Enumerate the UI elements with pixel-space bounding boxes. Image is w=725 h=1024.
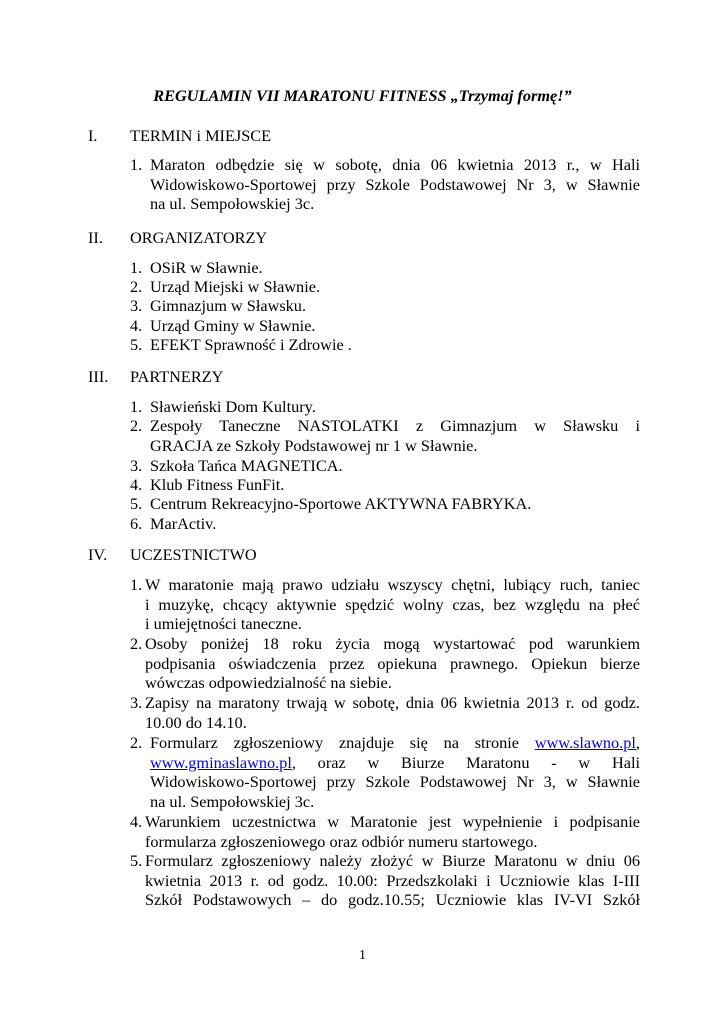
section-label: TERMIN i MIEJSCE [130, 126, 272, 145]
item-number: 2. [130, 634, 143, 653]
list-item [130, 155, 640, 214]
list-item [130, 575, 640, 634]
list-item [130, 258, 640, 278]
item-number: 4. [130, 475, 143, 494]
item-number: 2. [130, 416, 143, 435]
item-text: Gimnazjum w Sławsku. [150, 296, 307, 315]
item-text: i muzykę, chcący aktywnie spędzić wolny czas, bez względu na płeć [145, 594, 640, 614]
section-heading [88, 126, 648, 146]
item-text: OSiR w Sławnie. [150, 258, 263, 277]
item-number: 1. [130, 155, 143, 174]
section-label: UCZESTNICTWO [130, 545, 257, 564]
item-number: 1. [130, 258, 143, 277]
item-text: Urząd Miejski w Sławnie. [150, 277, 321, 296]
item-text-with-link [150, 733, 640, 753]
item-text: , [635, 733, 640, 752]
section-number: I. [88, 126, 98, 145]
item-number: 6. [130, 514, 143, 533]
item-text: Klub Fitness FunFit. [150, 475, 285, 494]
list-item [130, 494, 640, 514]
item-text: , oraz w Biurze Maratonu - w Hali [291, 752, 640, 772]
item-text: Widowiskowo-Sportowej przy Szkole Podstawowej Nr 3, w Sławnie [150, 772, 640, 791]
item-text: W maratonie mają prawo udziału wszyscy chętni, lubiący ruch, taniec [145, 575, 640, 594]
item-number: 4. [130, 316, 143, 335]
list-item [130, 812, 640, 851]
section-number: II. [88, 228, 103, 247]
section-label: ORGANIZATORZY [130, 228, 268, 247]
item-text: Szkoła Tańca MAGNETICA. [150, 456, 343, 475]
item-text: podpisania oświadczenia przez opiekuna prawnego. Opiekun bierze [145, 653, 640, 673]
item-number: 1. [130, 575, 143, 594]
item-number: 5. [130, 494, 143, 513]
list-item [130, 475, 640, 495]
item-number: 3. [130, 693, 143, 712]
item-text: MarActiv. [150, 514, 217, 533]
item-number: 4. [130, 812, 143, 831]
list-item [130, 335, 640, 355]
list-item [130, 851, 640, 910]
item-number: 2. [130, 277, 143, 296]
item-text: Urząd Gminy w Sławnie. [150, 316, 316, 335]
list-item [130, 416, 640, 455]
item-text: formularza zgłoszeniowego oraz odbiór numeru startowego. [145, 831, 538, 851]
item-text: Zespoły Taneczne NASTOLATKI z Gimnazjum w Sławsku i [150, 416, 640, 435]
item-text: na ul. Sempołowskiej 3c. [150, 194, 315, 213]
item-text: Formularz zgłoszeniowy należy złożyć w Biurze Maratonu w dniu 06 [145, 851, 640, 870]
list-item [130, 397, 640, 417]
item-text: wówczas odpowiedzialność na siebie. [145, 673, 392, 692]
section-heading [88, 545, 648, 565]
item-number: 1. [130, 397, 143, 416]
list-item [130, 634, 640, 693]
item-text: Osoby poniżej 18 roku życia mogą wystartować pod warunkiem [145, 634, 640, 653]
item-text: Zapisy na maratony trwają w sobotę, dnia 06 kwietnia 2013 r. od godz. [145, 693, 640, 712]
item-text: Maraton odbędzie się w sobotę, dnia 06 kwietnia 2013 r., w Hali [150, 155, 640, 174]
list-item [130, 316, 640, 336]
list-item [130, 277, 640, 297]
item-number: 3. [130, 296, 143, 315]
document-title: REGULAMIN VII MARATONU FITNESS „Trzymaj formę!” [153, 86, 572, 105]
item-text: Widowiskowo-Sportowej przy Szkole Podstawowej Nr 3, w Sławnie [150, 174, 640, 194]
section-label: PARTNERZY [130, 367, 224, 386]
item-number: 3. [130, 456, 143, 475]
item-text: Centrum Rekreacyjno-Sportowe AKTYWNA FABRYKA. [150, 494, 532, 513]
item-text: GRACJA ze Szkoły Podstawowej nr 1 w Sławnie. [150, 435, 478, 455]
slawno-link[interactable]: www.slawno.pl [534, 733, 636, 752]
list-item [130, 733, 640, 811]
section-number: III. [88, 367, 109, 386]
item-text: EFEKT Sprawność i Zdrowie . [150, 335, 352, 354]
item-text: Warunkiem uczestnictwa w Maratonie jest wypełnienie i podpisanie [145, 812, 640, 831]
item-text: kwietnia 2013 r. od godz. 10.00: Przedszkolaki i Uczniowie klas I-III [145, 870, 640, 890]
item-text: 10.00 do 14.10. [145, 712, 247, 732]
item-number: 5. [130, 335, 143, 354]
item-number: 2. [130, 733, 143, 752]
gminaslawno-link[interactable]: www.gminaslawno.pl [150, 752, 292, 772]
section-heading [88, 367, 648, 387]
item-text: na ul. Sempołowskiej 3c. [150, 791, 315, 811]
section-number: IV. [88, 545, 108, 564]
list-item [130, 693, 640, 732]
page-number: 1 [359, 948, 366, 963]
item-text: i umiejętności taneczne. [145, 614, 302, 633]
list-item [130, 514, 640, 534]
item-text-with-link [150, 753, 640, 773]
item-text: Formularz zgłoszeniowy znajduje się na stronie [150, 733, 535, 752]
list-item [130, 456, 640, 476]
item-text: Szkół Podstawowych – do godz.10.55; Uczniowie klas IV-VI Szkół [145, 890, 640, 909]
list-item [130, 296, 640, 316]
section-heading [88, 228, 648, 248]
item-text: Sławieński Dom Kultury. [150, 397, 316, 416]
item-number: 5. [130, 851, 143, 870]
